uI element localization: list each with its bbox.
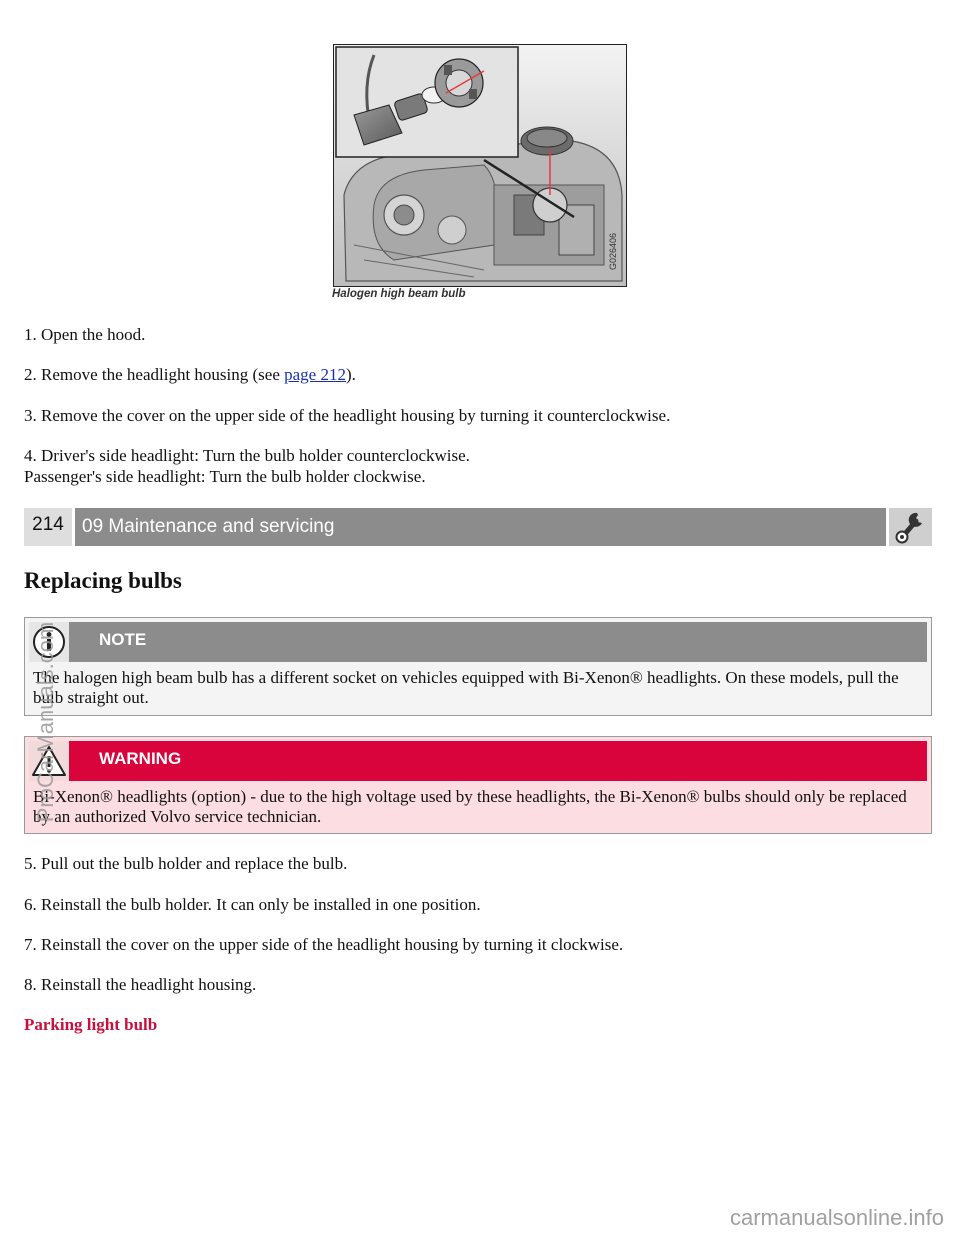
note-text: The halogen high beam bulb has a different socket on vehicles equipped with Bi-Xenon® headlights. On these models, pull the bulb straight out. (33, 668, 899, 707)
note-header (29, 622, 927, 662)
step-3: 3. Remove the cover on the upper side of the headlight housing by turning it counterclockwise. (24, 406, 671, 425)
headlight-illustration (333, 44, 627, 287)
halogen-bulb-drawing (334, 45, 626, 286)
side-watermark: ProCarManuals.com (33, 621, 58, 823)
step-5: 5. Pull out the bulb holder and replace the bulb. (24, 854, 348, 873)
step-7: 7. Reinstall the cover on the upper side of the headlight housing by turning it clockwise. (24, 935, 624, 954)
warning-text: Bi-Xenon® headlights (option) - due to the high voltage used by these headlights, the Bi-Xenon® bulbs should only be replaced by an authorized Volvo service technician. (33, 787, 907, 826)
chapter-divider (72, 508, 75, 546)
step-6: 6. Reinstall the bulb holder. It can only be installed in one position. (24, 895, 481, 914)
step-2 (24, 364, 356, 386)
step-2-suffix: ). (345, 365, 356, 384)
figure-code: G026406 (608, 232, 618, 270)
page-number: 214 (24, 508, 72, 546)
subsection-heading: Parking light bulb (24, 1015, 158, 1034)
step-8: 8. Reinstall the headlight housing. (24, 975, 257, 994)
wrench-icon (886, 508, 932, 546)
warning-box (24, 736, 932, 834)
note-title: NOTE (99, 630, 147, 649)
note-box (24, 617, 932, 716)
step-2-text: 2. Remove the headlight housing (see (24, 365, 285, 384)
step-1: 1. Open the hood. (24, 325, 146, 344)
warning-title: WARNING (99, 749, 182, 768)
bottom-watermark: carmanualsonline.info (729, 1205, 944, 1230)
step-4-line1: 4. Driver's side headlight: Turn the bulb holder counterclockwise. (24, 446, 470, 465)
chapter-title: 09 Maintenance and servicing (82, 516, 335, 537)
page-212-link[interactable]: page 212 (284, 365, 346, 384)
warning-header (29, 741, 927, 781)
figure-caption: Halogen high beam bulb (332, 288, 466, 300)
chapter-header-bar (24, 508, 932, 546)
step-4-line2: Passenger's side headlight: Turn the bulb holder clockwise. (24, 467, 426, 486)
section-heading: Replacing bulbs (24, 568, 182, 593)
